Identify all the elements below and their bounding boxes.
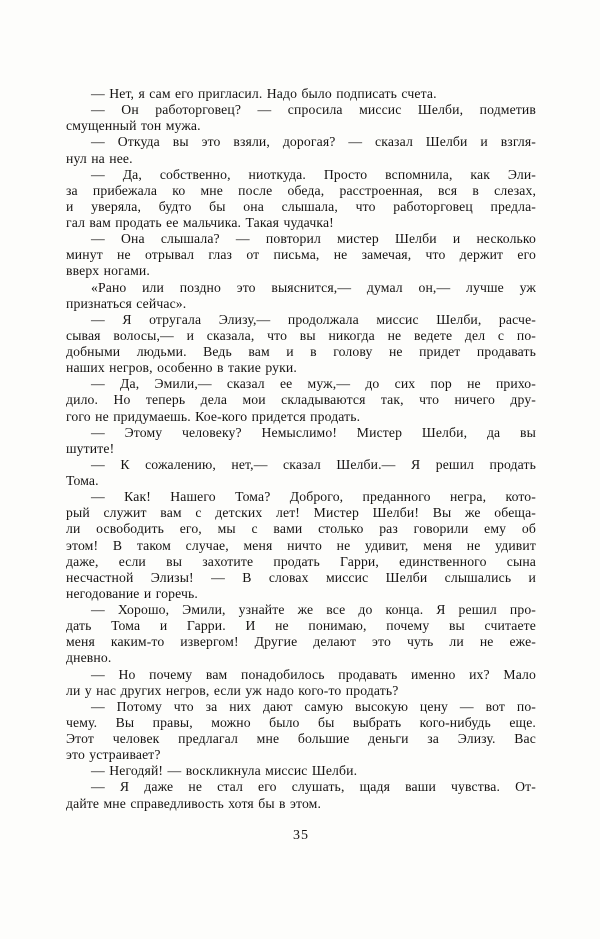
text-line: — Да, Эмили,— сказал ее муж,— до сих пор не прихо-: [91, 376, 536, 392]
text-line: чему. Вы правы, можно было бы выбрать кого-нибудь еще.: [66, 714, 536, 730]
text-line: даже, если вы захотите продать Гарри, единственного сына: [66, 553, 536, 569]
text-line: и уверяла, будто бы она слышала, что работорговец предла-: [66, 198, 536, 214]
text-line: дайте мне справедливость хотя бы в этом.: [66, 795, 322, 811]
text-line: за прибежала ко мне после обеда, расстроенная, вся в слезах,: [66, 182, 536, 198]
text-line: шутите!: [66, 440, 115, 456]
text-line: минут не отрывал глаз от письма, не замечая, что держит его: [66, 247, 536, 263]
text-line: дило. Но теперь дела мои складываются так, что ничего дру-: [66, 392, 536, 408]
page-number: 35: [293, 828, 309, 843]
text-line: негодование и горечь.: [66, 585, 198, 601]
text-line: меня каким-то извергом! Другие делают это чуть ли не еже-: [66, 634, 536, 650]
text-line: «Рано или поздно это выяснится,— думал он,— лучше уж: [91, 279, 536, 295]
text-line: наших негров, особенно в такие руки.: [66, 360, 297, 376]
text-line: добными людьми. Ведь вам и в голову не придет продавать: [66, 344, 536, 359]
text-line: — Этому человеку? Немыслимо! Мистер Шелби, да вы: [91, 424, 536, 440]
text-line: Тома.: [66, 473, 99, 488]
text-line: — Негодяй! — воскликнула миссис Шелби.: [91, 763, 358, 779]
text-line: рый служит вам с детских лет! Мистер Шелби! Вы же обеща-: [66, 505, 536, 521]
text-line: — Она слышала? — повторил мистер Шелби и несколько: [91, 231, 536, 247]
text-line: несчастной Элизы! — В словах миссис Шелби слышались и: [66, 569, 536, 585]
text-line: вверх ногами.: [66, 263, 150, 279]
text-line: этом! В таком случае, меня ничто не удивит, меня не удивит: [66, 537, 536, 553]
text-line: — Как! Нашего Тома? Доброго, преданного негра, кото-: [91, 489, 536, 505]
text-line: — Хорошо, Эмили, узнайте же все до конца. Я решил про-: [91, 602, 536, 617]
text-line: признаться сейчас».: [66, 295, 187, 311]
text-line: гал вам продать ее мальчика. Такая чудачка!: [66, 215, 334, 230]
text-line: — Но почему вам понадобилось продавать именно их? Мало: [91, 666, 536, 682]
text-line: ли освободить его, мы с вами столько раз говорили ему об: [66, 521, 536, 537]
text-line: — Он работорговец? — спросила миссис Шелби, подметив: [91, 102, 536, 118]
text-line: — Я даже не стал его слушать, щадя ваши чувства. От-: [91, 779, 536, 795]
text-line: — Потому что за них дают самую высокую цену — вот по-: [91, 698, 536, 714]
text-line: — К сожалению, нет,— сказал Шелби.— Я решил продать: [91, 456, 536, 472]
text-line: — Я отругала Элизу,— продолжала миссис Шелби, расче-: [91, 311, 536, 327]
text-line: — Откуда вы это взяли, дорогая? — сказал Шелби и взгля-: [91, 134, 536, 150]
text-line: дневно.: [66, 650, 112, 666]
text-line: — Нет, я сам его пригласил. Надо было подписать счета.: [91, 86, 437, 101]
text-line: гого не придумаешь. Кое-кого придется продать.: [66, 408, 361, 424]
text-line: дать Тома и Гарри. И не понимаю, почему вы считаете: [66, 618, 536, 634]
text-block: [66, 86, 536, 812]
text-line: ли у нас других негров, если уж надо кого-то продать?: [66, 682, 399, 698]
text-line: это устраивает?: [66, 747, 161, 763]
text-line: смущенный тон мужа.: [66, 118, 201, 134]
text-line: Этот человек предлагал мне большие деньги за Элизу. Вас: [66, 731, 536, 746]
text-line: — Да, собственно, ниоткуда. Просто вспомнила, как Эли-: [91, 166, 536, 182]
text-line: нул на нее.: [66, 150, 133, 166]
text-line: сывая волосы,— и сказала, что вы никогда не ведете дел с по-: [66, 327, 536, 343]
